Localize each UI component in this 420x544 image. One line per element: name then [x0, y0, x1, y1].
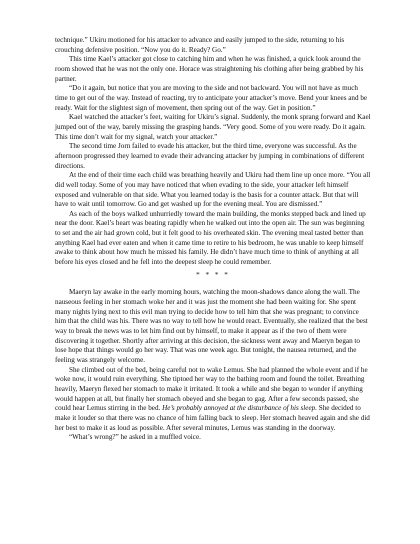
paragraph-7: As each of the boys walked unhurriedly toward the main building, the monks stepped back and lined up near the door. Kael’s heart was beating rapidly when he walked out into the open air. The sun was beginning to set and the air had grown cold, but it felt good to his overheated skin. The evening meal tasted better than anything Kael had ever eaten and when it came time to retire to his bedroom, he was unable to keep himself awake to think about how much he missed his family. He didn’t have much time to think of anything at all before his eyes closed and he fell into the deepest sleep he could remember. [55, 209, 366, 267]
paragraph-4: Kael watched the attacker’s feet, waiting for Ukiru’s signal. Suddenly, the monk sprang forward and Kael jumped out of the way, barely missing the grasping hands. “Very good. Some of you were ready. Do it again. This time don’t wait for my signal, watch your attacker.” [55, 113, 371, 141]
paragraph-3: “Do it again, but notice that you are moving to the side and not backward. You will not have as much time to get out of the way. Instead of reacting, try to anticipate your attacker’s move. Bend your knees and be ready. Wait for the slightest sign of movement, then spring out of the way. Get in position.” [55, 84, 368, 112]
paragraph-5: The second time Jorn failed to evade his attacker, but the third time, everyone was successful. As the afternoon progressed they learned to evade their advancing attacker by jumping in combinations of different directions. [55, 142, 365, 170]
paragraph-2: This time Kael’s attacker got close to catching him and when he was finished, a quick look around the room showed that he was not the only one. Horace was straightening his clothing after being grabbed by his partner. [55, 55, 364, 83]
page-text [55, 36, 371, 443]
paragraph-8: Maeryn lay awake in the early morning hours, watching the moon-shadows dance along the wall. The nauseous feeling in her stomach woke her and it was just the moment she had been waiting for. She spent many nights lying next to this evil man trying to decide how to tell him that she was pregnant; to convince him that the child was his. There was no way to tell how he would react. Eventually, she realized that the best way to break the news was to let him find out by himself, to make it appear as if the two of them were discovering it together. Shortly after arriving at this decision, the sickness went away and Maeryn began to lose hope that things would go her way. That was one week ago. But tonight, the nausea returned, and the feeling was strangely welcome. [55, 288, 368, 364]
paragraph-9-text: She climbed out of the bed, being careful not to wake Lemus. She had planned the whole event and if he woke now, it would ruin everything. She tiptoed her way to the bathing room and found the toilet. Breathing heavily, Maeryn flexed her stomach to make it irritated. It took a while and she began to wonder if anything would happen at all, but finally her stomach obeyed and she began to gag. After a few seconds passed, she could hear Lemus stirring in the bed. [55, 365, 368, 413]
scene-break: * * * * [196, 270, 230, 279]
paragraph-9-tail: She decided to make it louder so that there was no chance of him falling back to sleep. Her stomach heaved again and she did her best to make it as loud as possible. After several minutes, Lemus was standing in the doorway. [55, 404, 370, 432]
paragraph-9 [55, 366, 371, 434]
paragraph-10: “What’s wrong?” he asked in a muffled voice. [69, 433, 201, 442]
paragraph-6: At the end of their time each child was breathing heavily and Ukiru had them line up once more. “You all did well today. Some of you may have noticed that when evading to the side, your attacker left himself exposed and vulnerable on that side. What you learned today is the basis for a counter attack. But that will have to wait until tomorrow. Go and get washed up for the evening meal. You are dismissed.” [55, 171, 371, 209]
paragraph-1: technique.” Ukiru motioned for his attacker to advance and easily jumped to the side, returning to his crouching defensive position. “Now you do it. Ready? Go.” [55, 36, 345, 54]
paragraph-9-italic-thought: He’s probably annoyed at the disturbance of his sleep. [162, 404, 317, 413]
